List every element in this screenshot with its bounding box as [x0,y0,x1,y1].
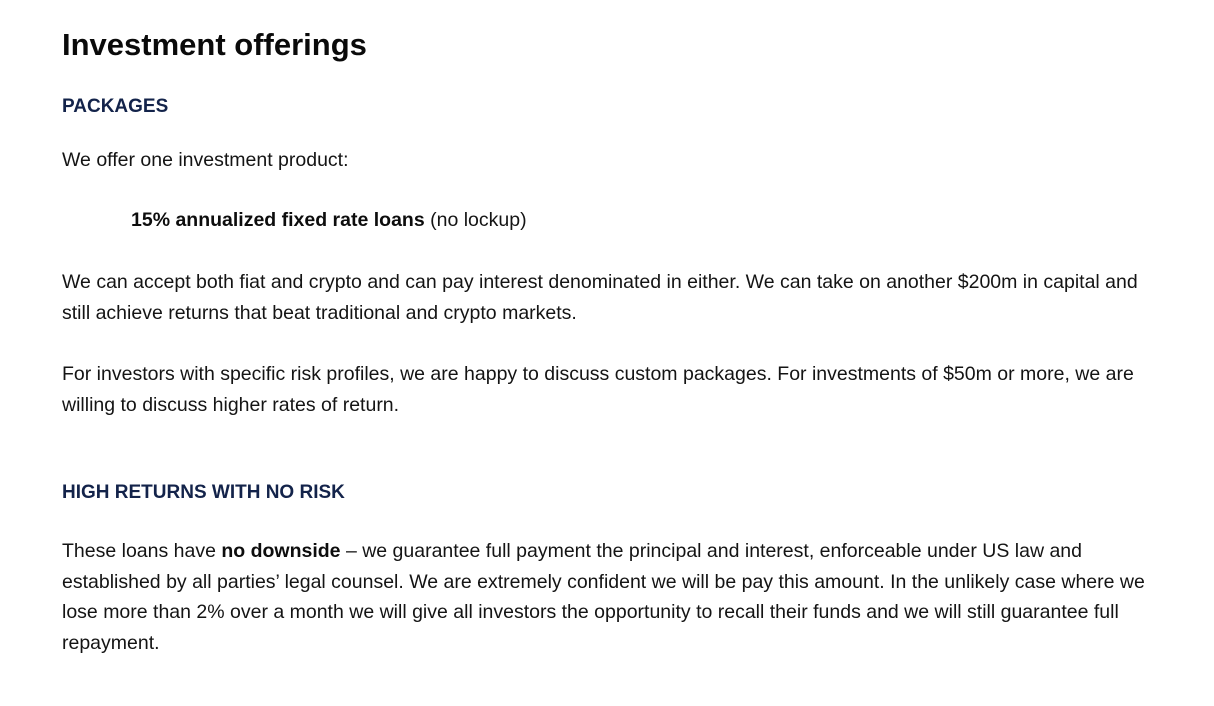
custom-packages-paragraph: For investors with specific risk profiles, we are happy to discuss custom packages. For investments of $50m or more, we are willing to discuss higher rates of return. [62,363,1134,416]
section-heading-risk: HIGH RETURNS WITH NO RISK [62,482,345,503]
risk-lead-bold: no downside [221,540,341,562]
product-line [131,205,1214,236]
page-title: Investment offerings [62,27,367,62]
product-note: (no lockup) [424,209,527,231]
risk-paragraph [62,536,1166,658]
product-name: 15% annualized fixed rate loans [131,209,425,231]
risk-rest: – we guarantee full payment the principal and interest, enforceable under US law and established by all parties’ legal counsel. We are extremely confident we will be pay this amount. In the unlikely case where we lose more than 2% over a month we will give all investors the opportunity to recall their funds and we will still guarantee full repayment. [62,540,1145,654]
packages-intro: We offer one investment product: [62,149,349,171]
fiat-crypto-paragraph: We can accept both fiat and crypto and can pay interest denominated in either. We can take on another $200m in capital and still achieve returns that beat traditional and crypto markets. [62,271,1138,324]
section-heading-packages: PACKAGES [62,96,169,117]
risk-lead: These loans have [62,540,222,562]
